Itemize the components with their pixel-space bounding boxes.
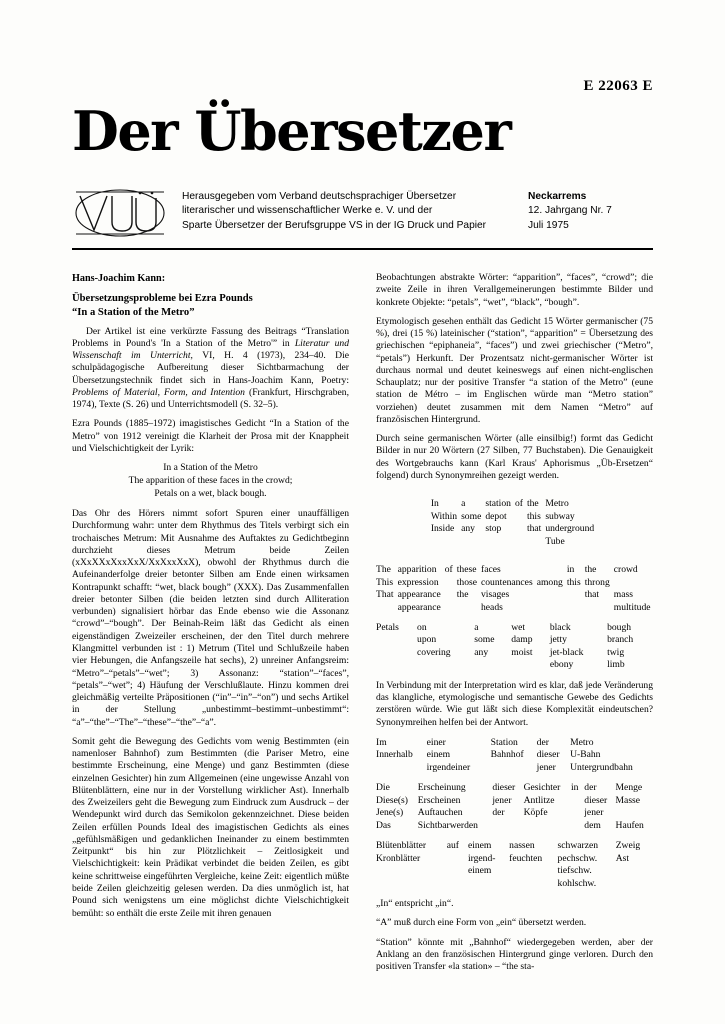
cell: Gesichter xyxy=(523,782,561,794)
cell: mass xyxy=(613,589,633,601)
cell xyxy=(527,536,545,548)
cell xyxy=(515,536,527,548)
table-row xyxy=(376,564,655,576)
cell xyxy=(417,659,474,671)
cell: U-Bahn xyxy=(570,749,601,761)
cell: Jene(s) xyxy=(376,807,404,819)
column-right xyxy=(376,272,653,973)
cell: of xyxy=(514,498,523,510)
cell xyxy=(445,589,457,601)
cell: irgendeiner xyxy=(426,761,471,773)
table-row xyxy=(376,577,655,589)
cell: Zweig xyxy=(615,840,641,852)
cell: dieser xyxy=(584,794,608,806)
cell xyxy=(491,762,537,774)
cell: jetty xyxy=(549,634,567,646)
cell: einem xyxy=(467,840,492,852)
cell: crowd xyxy=(613,564,638,576)
cell: jener xyxy=(536,761,556,773)
cell xyxy=(474,659,511,671)
cell: The xyxy=(376,564,391,576)
cell: dieser xyxy=(492,782,516,794)
paragraph: Ezra Pounds (1885–1972) imagistisches Gedicht “In a Station of the Metro” von 1912 vereinigt die Klarheit der Prosa mit der Knappheit und Vielschichtigkeit der Lyrik: xyxy=(72,418,349,454)
cell: Masse xyxy=(615,794,641,806)
cell: Bahnhof xyxy=(490,749,524,761)
cell xyxy=(567,589,585,601)
cell: the xyxy=(584,564,597,576)
cell xyxy=(376,647,417,659)
article-subtitle: “In a Station of the Metro” xyxy=(72,306,195,318)
cell: heads xyxy=(481,601,503,613)
cell xyxy=(616,807,653,819)
synonym-grid-1-wrap xyxy=(376,490,653,556)
cell xyxy=(616,878,653,890)
cell: Im xyxy=(376,736,387,748)
cell: der xyxy=(536,736,549,748)
table-row xyxy=(376,602,655,614)
cell: branch xyxy=(607,634,634,646)
table-row xyxy=(376,865,653,877)
paragraph: Beobachtungen abstrakte Wörter: “apparition”, “faces”, “crowd”; die zweite Zeile in ihren Verallgemeinerungen bestimmte Bilder und konkrete Objekte: “petals”, “wet”, “black”, “bough”. xyxy=(376,272,653,308)
cell: Erscheinen xyxy=(417,794,461,806)
cell: Die xyxy=(376,782,390,794)
cell: Metro xyxy=(570,736,594,748)
cell: jet-black xyxy=(549,646,584,658)
cell: kohlschw. xyxy=(557,877,597,889)
cell xyxy=(457,602,481,614)
cell: in xyxy=(570,782,579,794)
cell: Tube xyxy=(545,535,565,547)
cell xyxy=(567,602,585,614)
cell: of xyxy=(444,564,453,576)
paragraph: “Station” könnte mit „Bahnhof“ wiedergegeben werden, aber der Anklang an den französischen Hintergrund ginge verloren. Durch den positiven Transfer «la station» – “the sta- xyxy=(376,936,653,973)
cell: those xyxy=(456,576,477,588)
cell: einem xyxy=(426,749,451,761)
cell: expression xyxy=(397,576,439,588)
synonym-grid-1 xyxy=(431,498,598,548)
cell: pechschw. xyxy=(557,852,598,864)
table-row xyxy=(376,737,653,749)
cell: depot xyxy=(485,510,507,522)
cell xyxy=(485,536,515,548)
paragraph-italic: Problems of Material, Form, and Intention xyxy=(72,386,245,398)
paragraph-part: Der Artikel ist eine verkürzte Fassung des Beitrags “Translation Problems in Pound's 'In a Station of the Metro'” in xyxy=(72,325,349,349)
cell: faces xyxy=(481,564,501,576)
cell: Ast xyxy=(615,852,630,864)
cell xyxy=(445,577,457,589)
table-row xyxy=(376,820,653,832)
cell: Erscheinung xyxy=(417,782,466,794)
cell: subway xyxy=(545,510,575,522)
cell xyxy=(571,795,584,807)
table-row xyxy=(376,878,653,890)
paragraph-part: (Frankfurt, Hirschgraben, 1974), Texte (S. 26) und Unterrichtsmodell (S. 32–5). xyxy=(72,386,349,411)
cell: Innerhalb xyxy=(376,749,413,761)
poem-original xyxy=(72,462,349,501)
article-author: Hans-Joachim Kann: xyxy=(72,273,166,284)
cell: Haufen xyxy=(615,819,644,831)
cell: some xyxy=(461,510,482,522)
cell: nassen xyxy=(509,840,535,852)
synonym-grid-2 xyxy=(376,564,655,614)
cell: stop xyxy=(485,523,502,535)
cell: apparition xyxy=(397,564,437,576)
masthead-subtitle-line1: Herausgegeben vom Verband deutschsprachiger Übersetzer xyxy=(182,191,457,202)
cell xyxy=(571,807,584,819)
cell: Untergrundbahn xyxy=(570,761,633,773)
table-row xyxy=(376,749,653,761)
cell xyxy=(515,511,527,523)
table-row xyxy=(431,498,598,510)
table-row xyxy=(431,511,598,523)
masthead-volume: 12. Jahrgang Nr. 7 xyxy=(528,205,612,217)
cell: damp xyxy=(511,634,533,646)
cell: Petals xyxy=(376,622,399,633)
masthead-date: Juli 1975 xyxy=(528,219,569,231)
table-row xyxy=(431,536,598,548)
table-row xyxy=(431,523,598,535)
cell xyxy=(376,602,398,614)
cell xyxy=(571,820,584,832)
cell: black xyxy=(549,622,571,633)
cell xyxy=(468,878,509,890)
column-left xyxy=(72,272,349,920)
cell: visages xyxy=(481,589,510,601)
cell xyxy=(509,878,557,890)
masthead-issue-info xyxy=(528,190,668,233)
cell: wet xyxy=(511,622,526,633)
cell: that xyxy=(584,589,600,601)
cell: Metro xyxy=(545,498,569,510)
cell: dem xyxy=(584,819,601,831)
cell xyxy=(537,602,567,614)
poem-line: In a Station of the Metro xyxy=(163,462,258,474)
table-row xyxy=(376,762,653,774)
cell: einer xyxy=(426,736,446,748)
table-row xyxy=(376,840,653,852)
table-row xyxy=(376,807,653,819)
issue-code: E 22063 E xyxy=(583,78,653,94)
cell: einem xyxy=(467,865,492,877)
table-row xyxy=(376,795,653,807)
cell: Auftauchen xyxy=(417,807,463,819)
paragraph-italic: Literatur und Wissenschaft im Unterricht, xyxy=(72,337,349,362)
cell: the xyxy=(526,498,539,510)
cell: Diese(s) xyxy=(376,794,408,806)
cell: Menge xyxy=(615,782,643,794)
cell: Kronblätter xyxy=(376,852,421,864)
table-row xyxy=(376,782,653,794)
cell: ebony xyxy=(549,659,574,671)
cell: jener xyxy=(492,794,512,806)
cell xyxy=(376,762,427,774)
cell xyxy=(447,878,468,890)
masthead-subtitle-line2: literarischer und wissenschaftlicher Werke e. V. und der xyxy=(182,205,433,217)
cell xyxy=(376,659,417,671)
paragraph: Somit geht die Bewegung des Gedichts vom wenig Bestimmten (ein namenloser Bahnhof) zum Bestimmten (die Pariser Metro, eine bestimmte Erscheinung, eine Menge) und ganz Bestimmten (diese einzelnen Gesichter) hin zum Allgemeinen (eine ungewisse Anzahl von Blütenblättern, eine nur in der Vorstellung wirklicher Ast). Innerhalb des Zweizeilers geht die Bewegung zum Eindruck zum Ausdruck – der Wendepunkt wird durch das Semikolon gekennzeichnet. Diese beiden Zeilen erfüllen Pounds Ideal des imagistischen Gedichts als eines „gefühlsmäßigen und gedanklichen Ineinander zu einem bestimmten Zeitpunkt“ bis hin zur Plötzlichkeit – Zeitlosigkeit und Vielschichtigkeit: kein Prädikat verbindet die beiden Zeilen, es gibt keine schrittweise eingeführten Vergleiche, keine Zeit: eigentlich müßte beide Zeilen gleichzeitig gelesen werden. Da dies unmöglich ist, hat Pound sich wenigstens um eine möglichst dichte Vielschichtigkeit bemüht: so enthält die erste Zeile mit ihren genauen xyxy=(72,735,349,919)
cell: underground xyxy=(545,523,595,535)
cell: this xyxy=(566,576,581,588)
cell: any xyxy=(461,523,475,535)
cell: twig xyxy=(607,646,625,658)
cell: Inside xyxy=(430,523,455,535)
cell: a xyxy=(461,498,466,510)
masthead-subtitle xyxy=(182,190,512,233)
cell: Sichtbarwerden xyxy=(417,819,478,831)
paragraph-part: VI, H. 4 (1973), 234–40. Die schulpädagogische Aufbereitung dieser Sichtbarmachung der Übersetzungstechnik findet sich in Hans-Joachim Kann, Poetry: xyxy=(72,350,350,386)
cell: bough xyxy=(607,622,632,633)
cell xyxy=(585,602,614,614)
paragraph: „In“ entspricht „in“. xyxy=(376,898,454,910)
cell: upon xyxy=(417,634,437,646)
cell: station xyxy=(485,498,511,510)
cell xyxy=(524,820,571,832)
cell: schwarzen xyxy=(557,840,599,852)
cell xyxy=(445,602,457,614)
cell: on xyxy=(417,622,427,633)
cell: Das xyxy=(376,819,391,831)
poem-line: The apparition of these faces in the crowd; xyxy=(128,475,293,487)
cell: throng xyxy=(584,576,610,588)
cell: covering xyxy=(417,646,451,658)
cell: in xyxy=(566,564,575,576)
cell xyxy=(492,820,523,832)
cell: a xyxy=(474,622,479,633)
cell: these xyxy=(456,564,477,576)
cell: the xyxy=(456,589,469,601)
synonym-grid-4 xyxy=(376,737,653,774)
paragraph: Durch seine germanischen Wörter (alle einsilbig!) formt das Gedicht Bilder in nur 20 Wörtern (27 Silben, 77 Buchstaben). Die Genauigkeit des Wortgebrauchs kann (Karl Kraus' Aphorismus „Üb-Ersetzen“ folgend) durch Synonymreihen gezeigt werden. xyxy=(376,433,653,481)
cell xyxy=(431,536,461,548)
cell xyxy=(509,865,557,877)
cell: some xyxy=(474,634,495,646)
table-row xyxy=(376,647,653,659)
cell xyxy=(376,865,447,877)
cell: tiefschw. xyxy=(557,865,592,877)
cell: Köpfe xyxy=(523,807,548,819)
paragraph xyxy=(72,326,349,412)
cell: der xyxy=(584,782,597,794)
cell: Antlitze xyxy=(523,794,555,806)
poem-line: Petals on a wet, black bough. xyxy=(154,488,267,500)
publication-title: Der Übersetzer xyxy=(72,99,511,163)
cell: appearance xyxy=(397,589,441,601)
cell xyxy=(376,878,447,890)
cell xyxy=(537,564,567,576)
cell xyxy=(537,589,567,601)
cell xyxy=(447,865,468,877)
paragraph: Das Ohr des Hörers nimmt sofort Spuren einer unauffälligen Durchformung wahr: unter dem Rhythmus des Titels verbirgt sich ein trochaisches Metrum: Mit Ausnahme des Auftaktes zu Gedichtbeginn durchzieht dieses Metrum beide Zeilen (xXxXXxXxxXxX/XxXxxXxX), obwohl der Rhythmus durch die Aufeinanderfolge dreier betonter Silben am Ende einen wirksamen Kontrapunkt schafft: “wet, black bough” (XXX). Das Zusammenfallen dreier betonter Silben (die beiden letzten sind durch Alliteration verbunden) signalisiert hörbar das Ende ebenso wie die Assonanz “crowd”–“bough”. Der Beinah-Reim läßt das Gedicht als einen eigenständigen Zweizeiler erscheinen, der den Titel durch mehrere Klangmittel verbunden ist : 1) Metrum (Titel und Schlußzeile haben vier Hebungen, die Anfangszeile hat sechs), 2) unreiner Anfangsreim: “Metro”–“petals”–“wet”; 3) Assonanz: “station”–“faces”, “petals”–“wet”; 4) Häufung der Verschlußlaute. Hinzu kommen drei gleichmäßig verteilte Präpositionen (“in”–“in”–“on”) und sechs Artikel in der Stellung „unbestimmt–bestimmt–unbestimmt“: “a”–“the”–“The”–“these”–“the”–“a”. xyxy=(72,508,349,728)
cell xyxy=(515,523,527,535)
cell: This xyxy=(376,576,394,588)
cell xyxy=(376,634,417,646)
masthead-subtitle-line3: Sparte Übersetzer der Berufsgruppe VS in der IG Druck und Papier xyxy=(182,219,487,231)
cell: this xyxy=(526,510,541,522)
paragraph: Etymologisch gesehen enthält das Gedicht 15 Wörter germanischer (75 %), drei (15 %) lateinischer (“station”, “apparition” = Übersetzung des griechischen “epiphaneia”, “faces”) und zwei griechischer (“Metro”, “petals”) Herkunft. Der Prozentsatz nicht-germanischer Wörter ist durchaus normal und deutet keineswegs auf einen nicht-englischen Schauplatz; nur der positive Transfer “a station of the Metro” (eune station de Métro – im Englischen würde man “Metro station” vorziehen) deutet zusammen mit dem Namen “Metro” auf französischen Hintergrund. xyxy=(376,315,653,425)
vdue-logo xyxy=(74,186,166,240)
cell: countenances xyxy=(481,576,533,588)
cell: auf xyxy=(446,840,459,852)
synonym-grid-3 xyxy=(376,622,653,672)
cell xyxy=(461,536,485,548)
cell xyxy=(616,865,653,877)
cell: dieser xyxy=(536,749,560,761)
masthead-divider xyxy=(72,248,653,250)
cell: that xyxy=(526,523,542,535)
cell: In xyxy=(430,498,439,510)
paragraph: “A” muß durch eine Form von „ein“ übersetzt werden. xyxy=(376,917,587,929)
table-row xyxy=(376,589,655,601)
cell: any xyxy=(474,646,489,658)
cell xyxy=(511,659,550,671)
table-row xyxy=(376,853,653,865)
cell: feuchten xyxy=(509,852,543,864)
cell: der xyxy=(492,807,505,819)
cell: irgend- xyxy=(467,852,496,864)
table-row xyxy=(376,659,653,671)
cell: Station xyxy=(490,736,518,748)
cell: appearance xyxy=(397,601,441,613)
cell: Blütenblätter xyxy=(376,840,427,852)
paragraph: In Verbindung mit der Interpretation wird es klar, daß jede Veränderung das klangliche, etymologische und semantische Gewebe des Gedichts zerstören würde. Wie gut läßt sich diese Komplexität eindeutschen? Synonymreihen helfen bei der Antwort. xyxy=(376,679,653,728)
cell: That xyxy=(376,589,394,601)
cell: limb xyxy=(607,659,625,671)
masthead-place: Neckarrems xyxy=(528,191,587,202)
synonym-grid-5 xyxy=(376,782,653,832)
cell xyxy=(614,577,655,589)
table-row xyxy=(376,634,653,646)
cell: among xyxy=(536,576,563,588)
cell: jener xyxy=(584,807,604,819)
synonym-grid-6 xyxy=(376,840,653,890)
cell: Within xyxy=(430,510,458,522)
cell xyxy=(447,853,468,865)
table-row xyxy=(376,622,653,634)
cell: moist xyxy=(511,646,533,658)
article-title: Übersetzungsprobleme bei Ezra Pounds xyxy=(72,293,253,305)
cell: multitude xyxy=(613,601,651,613)
